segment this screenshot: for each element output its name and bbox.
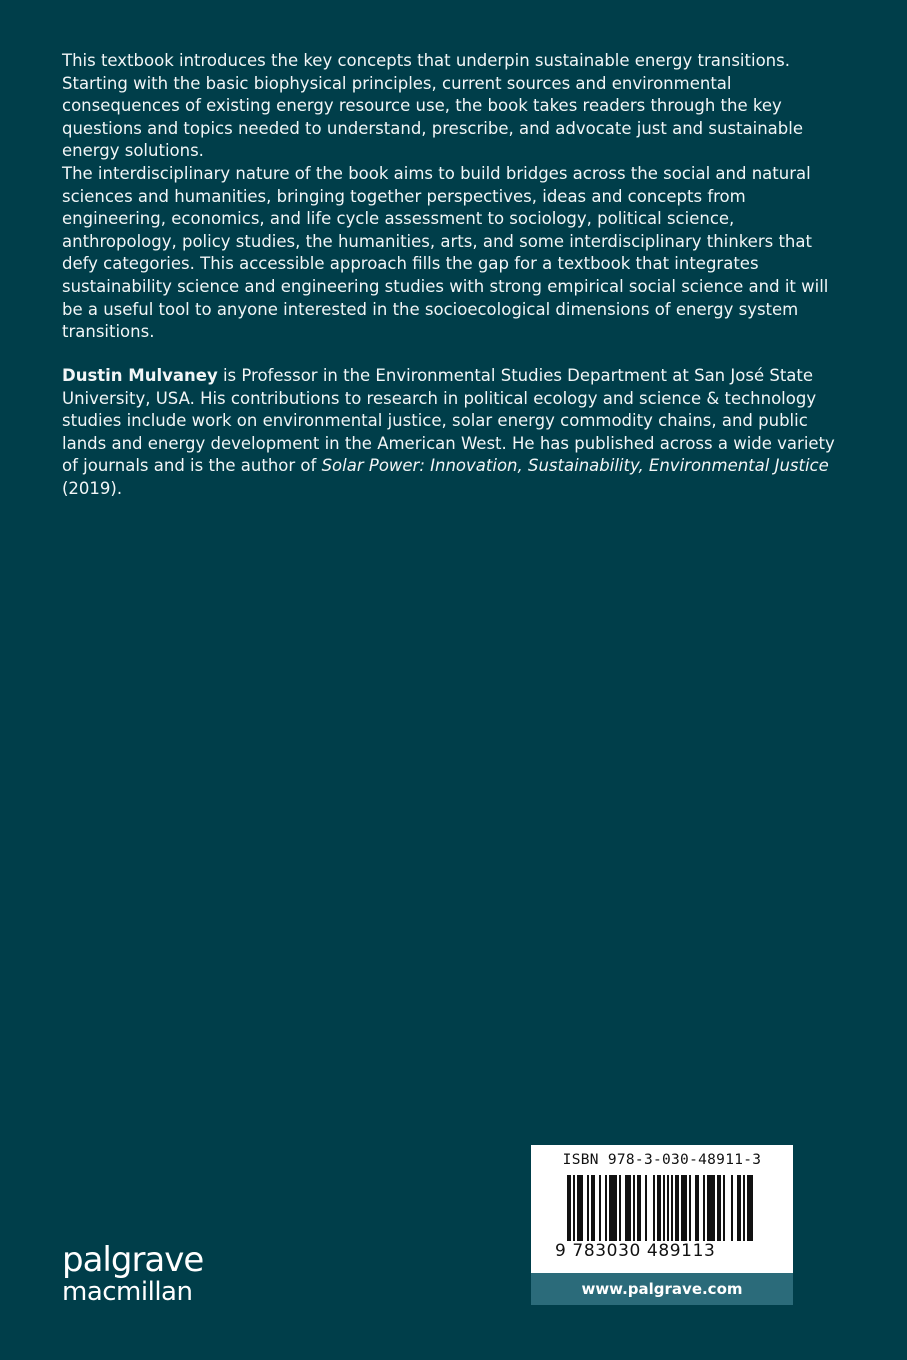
barcode-bar bbox=[671, 1175, 673, 1247]
author-book-title: Solar Power: Innovation, Sustainability, Environmental Justice bbox=[321, 456, 829, 476]
author-book-year: (2019). bbox=[62, 478, 123, 498]
barcode-bar bbox=[625, 1175, 631, 1247]
barcode-bar bbox=[567, 1175, 571, 1247]
barcode-bar bbox=[723, 1175, 725, 1247]
barcode-bar bbox=[573, 1175, 575, 1247]
barcode-bar bbox=[667, 1175, 669, 1247]
barcode-bar bbox=[731, 1175, 733, 1247]
barcode-bar bbox=[747, 1175, 753, 1247]
barcode-bar bbox=[645, 1175, 647, 1247]
barcode-bar bbox=[591, 1175, 595, 1247]
logo-word-palgrave: palgrave bbox=[62, 1240, 204, 1280]
isbn-label: ISBN 978-3-030-48911-3 bbox=[562, 1152, 762, 1168]
author-bio-text: is Professor in the Environmental Studies Department at San José State University, USA. His contributions to research in political ecology and science & technology studies include work on environmental justice, solar energy commodity chains, and public lands and energy development in the American West. He has published across a wide variety of journals and is the author of bbox=[62, 366, 835, 476]
barcode-bar bbox=[675, 1175, 679, 1247]
barcode-bar bbox=[717, 1175, 721, 1247]
barcode-bar bbox=[689, 1175, 691, 1247]
barcode-bar bbox=[577, 1175, 583, 1247]
barcode-bar bbox=[637, 1175, 641, 1247]
barcode-bar bbox=[653, 1175, 655, 1247]
author-name: Dustin Mulvaney bbox=[62, 366, 218, 385]
barcode-bar bbox=[599, 1175, 601, 1247]
barcode-bar bbox=[609, 1175, 617, 1247]
barcode-bar bbox=[695, 1175, 699, 1247]
blurb-paragraph-1: This textbook introduces the key concepts that underpin sustainable energy transitions. Starting with the basic biophysical principles, current sources and environmental consequences of existing energy resource use, the book takes readers through the key questions and topics needed to understand, prescribe, and advocate just and sustainable energy solutions. bbox=[62, 51, 803, 161]
barcode-bar bbox=[707, 1175, 715, 1247]
barcode-bar bbox=[657, 1175, 661, 1247]
logo-word-macmillan: macmillan bbox=[62, 1277, 193, 1307]
barcode-bar bbox=[681, 1175, 687, 1247]
barcode-bar bbox=[619, 1175, 621, 1247]
isbn-barcode bbox=[531, 1145, 793, 1273]
barcode-bar bbox=[743, 1175, 745, 1247]
barcode-bar bbox=[737, 1175, 741, 1247]
barcode-digits: 9 783030 489113 bbox=[553, 1241, 777, 1261]
barcode-bar bbox=[587, 1175, 589, 1247]
barcode-bars bbox=[567, 1175, 757, 1247]
barcode-bar bbox=[605, 1175, 607, 1247]
palgrave-macmillan-logo bbox=[62, 1240, 282, 1307]
barcode-bar bbox=[663, 1175, 665, 1247]
barcode-bar bbox=[703, 1175, 705, 1247]
blurb-paragraph-2: The interdisciplinary nature of the book aims to build bridges across the social and natural sciences and humanities, bringing together perspectives, ideas and concepts from engineering, economics, and life cycle assessment to sociology, political science, anthropology, policy studies, the humanities, arts, and some interdisciplinary thinkers that defy categories. This accessible approach fills the gap for a textbook that integrates sustainability science and engineering studies with strong empirical social science and it will be a useful tool to anyone interested in the socioecological dimensions of energy system transitions. bbox=[62, 164, 829, 342]
barcode-bar bbox=[633, 1175, 635, 1247]
author-bio bbox=[62, 365, 852, 501]
publisher-website[interactable]: www.palgrave.com bbox=[531, 1273, 793, 1305]
